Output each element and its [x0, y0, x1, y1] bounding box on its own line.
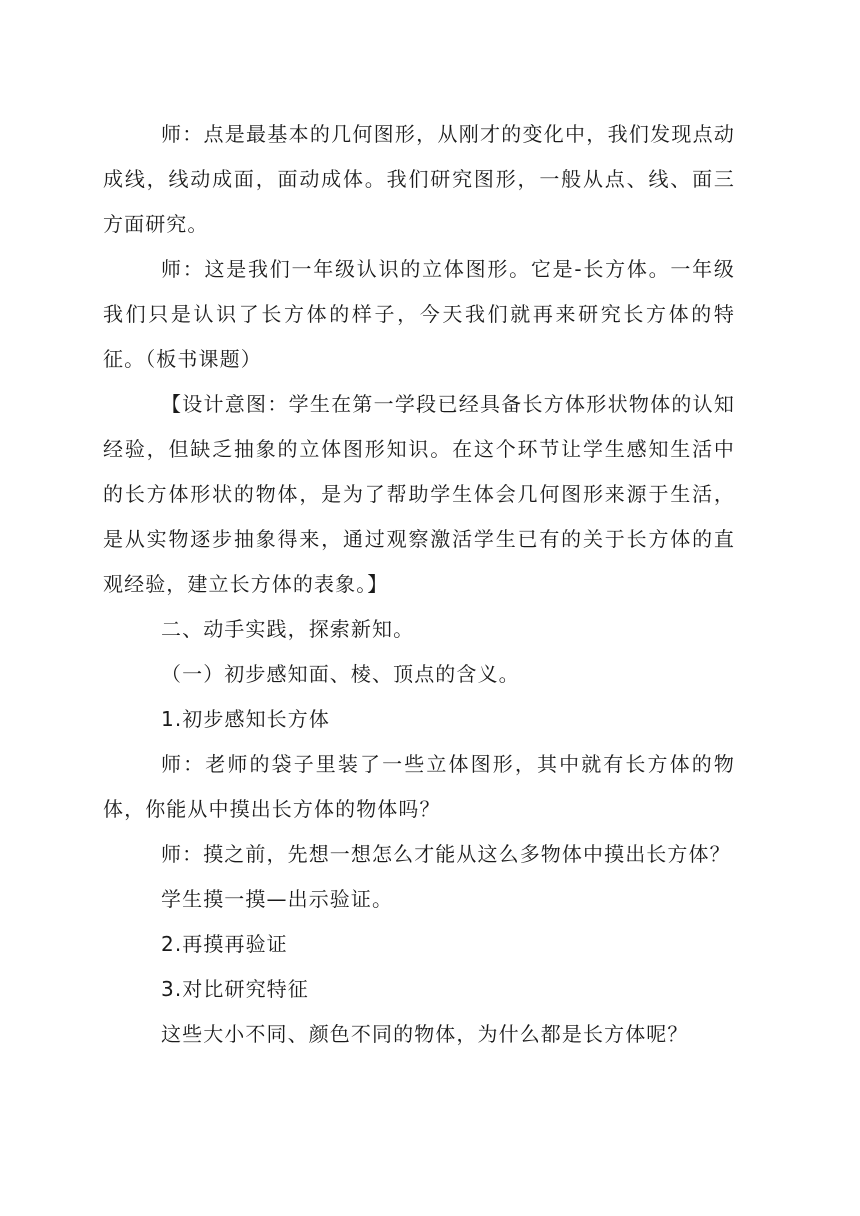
- step-heading-2: 2.再摸再验证: [161, 932, 288, 956]
- paragraph-teacher-bag: 师：老师的袋子里装了一些立体图形，其中就有长方体的物体，你能从中摸出长方体的物体吗？: [103, 752, 735, 821]
- paragraph-student-touch: 学生摸一摸—出示验证。: [161, 887, 394, 911]
- subsection-heading-perceive: （一）初步感知面、棱、顶点的含义。: [161, 662, 520, 686]
- step-heading-3: 3.对比研究特征: [161, 977, 309, 1001]
- document-body: [103, 112, 735, 1057]
- paragraph-design-intent: 【设计意图：学生在第一学段已经具备长方体形状物体的认知经验，但缺乏抽象的立体图形知识。在这个环节让学生感知生活中的长方体形状的物体，是为了帮助学生体会几何图形来源于生活，是从实物逐步抽象得来，通过观察激活学生已有的关于长方体的直观经验，建立长方体的表象。】: [103, 392, 735, 596]
- paragraph-teacher-cuboid: 师：这是我们一年级认识的立体图形。它是-长方体。一年级我们只是认识了长方体的样子，今天我们就再来研究长方体的特征。（板书课题）: [103, 257, 735, 371]
- step-heading-1: 1.初步感知长方体: [161, 707, 330, 731]
- section-heading-practice: 二、动手实践，探索新知。: [161, 617, 415, 641]
- paragraph-question: 这些大小不同、颜色不同的物体，为什么都是长方体呢？: [161, 1022, 689, 1046]
- paragraph-teacher-think: 师：摸之前，先想一想怎么才能从这么多物体中摸出长方体？: [161, 842, 731, 866]
- paragraph-teacher-intro: 师：点是最基本的几何图形，从刚才的变化中，我们发现点动成线，线动成面，面动成体。我们研究图形，一般从点、线、面三方面研究。: [103, 122, 735, 236]
